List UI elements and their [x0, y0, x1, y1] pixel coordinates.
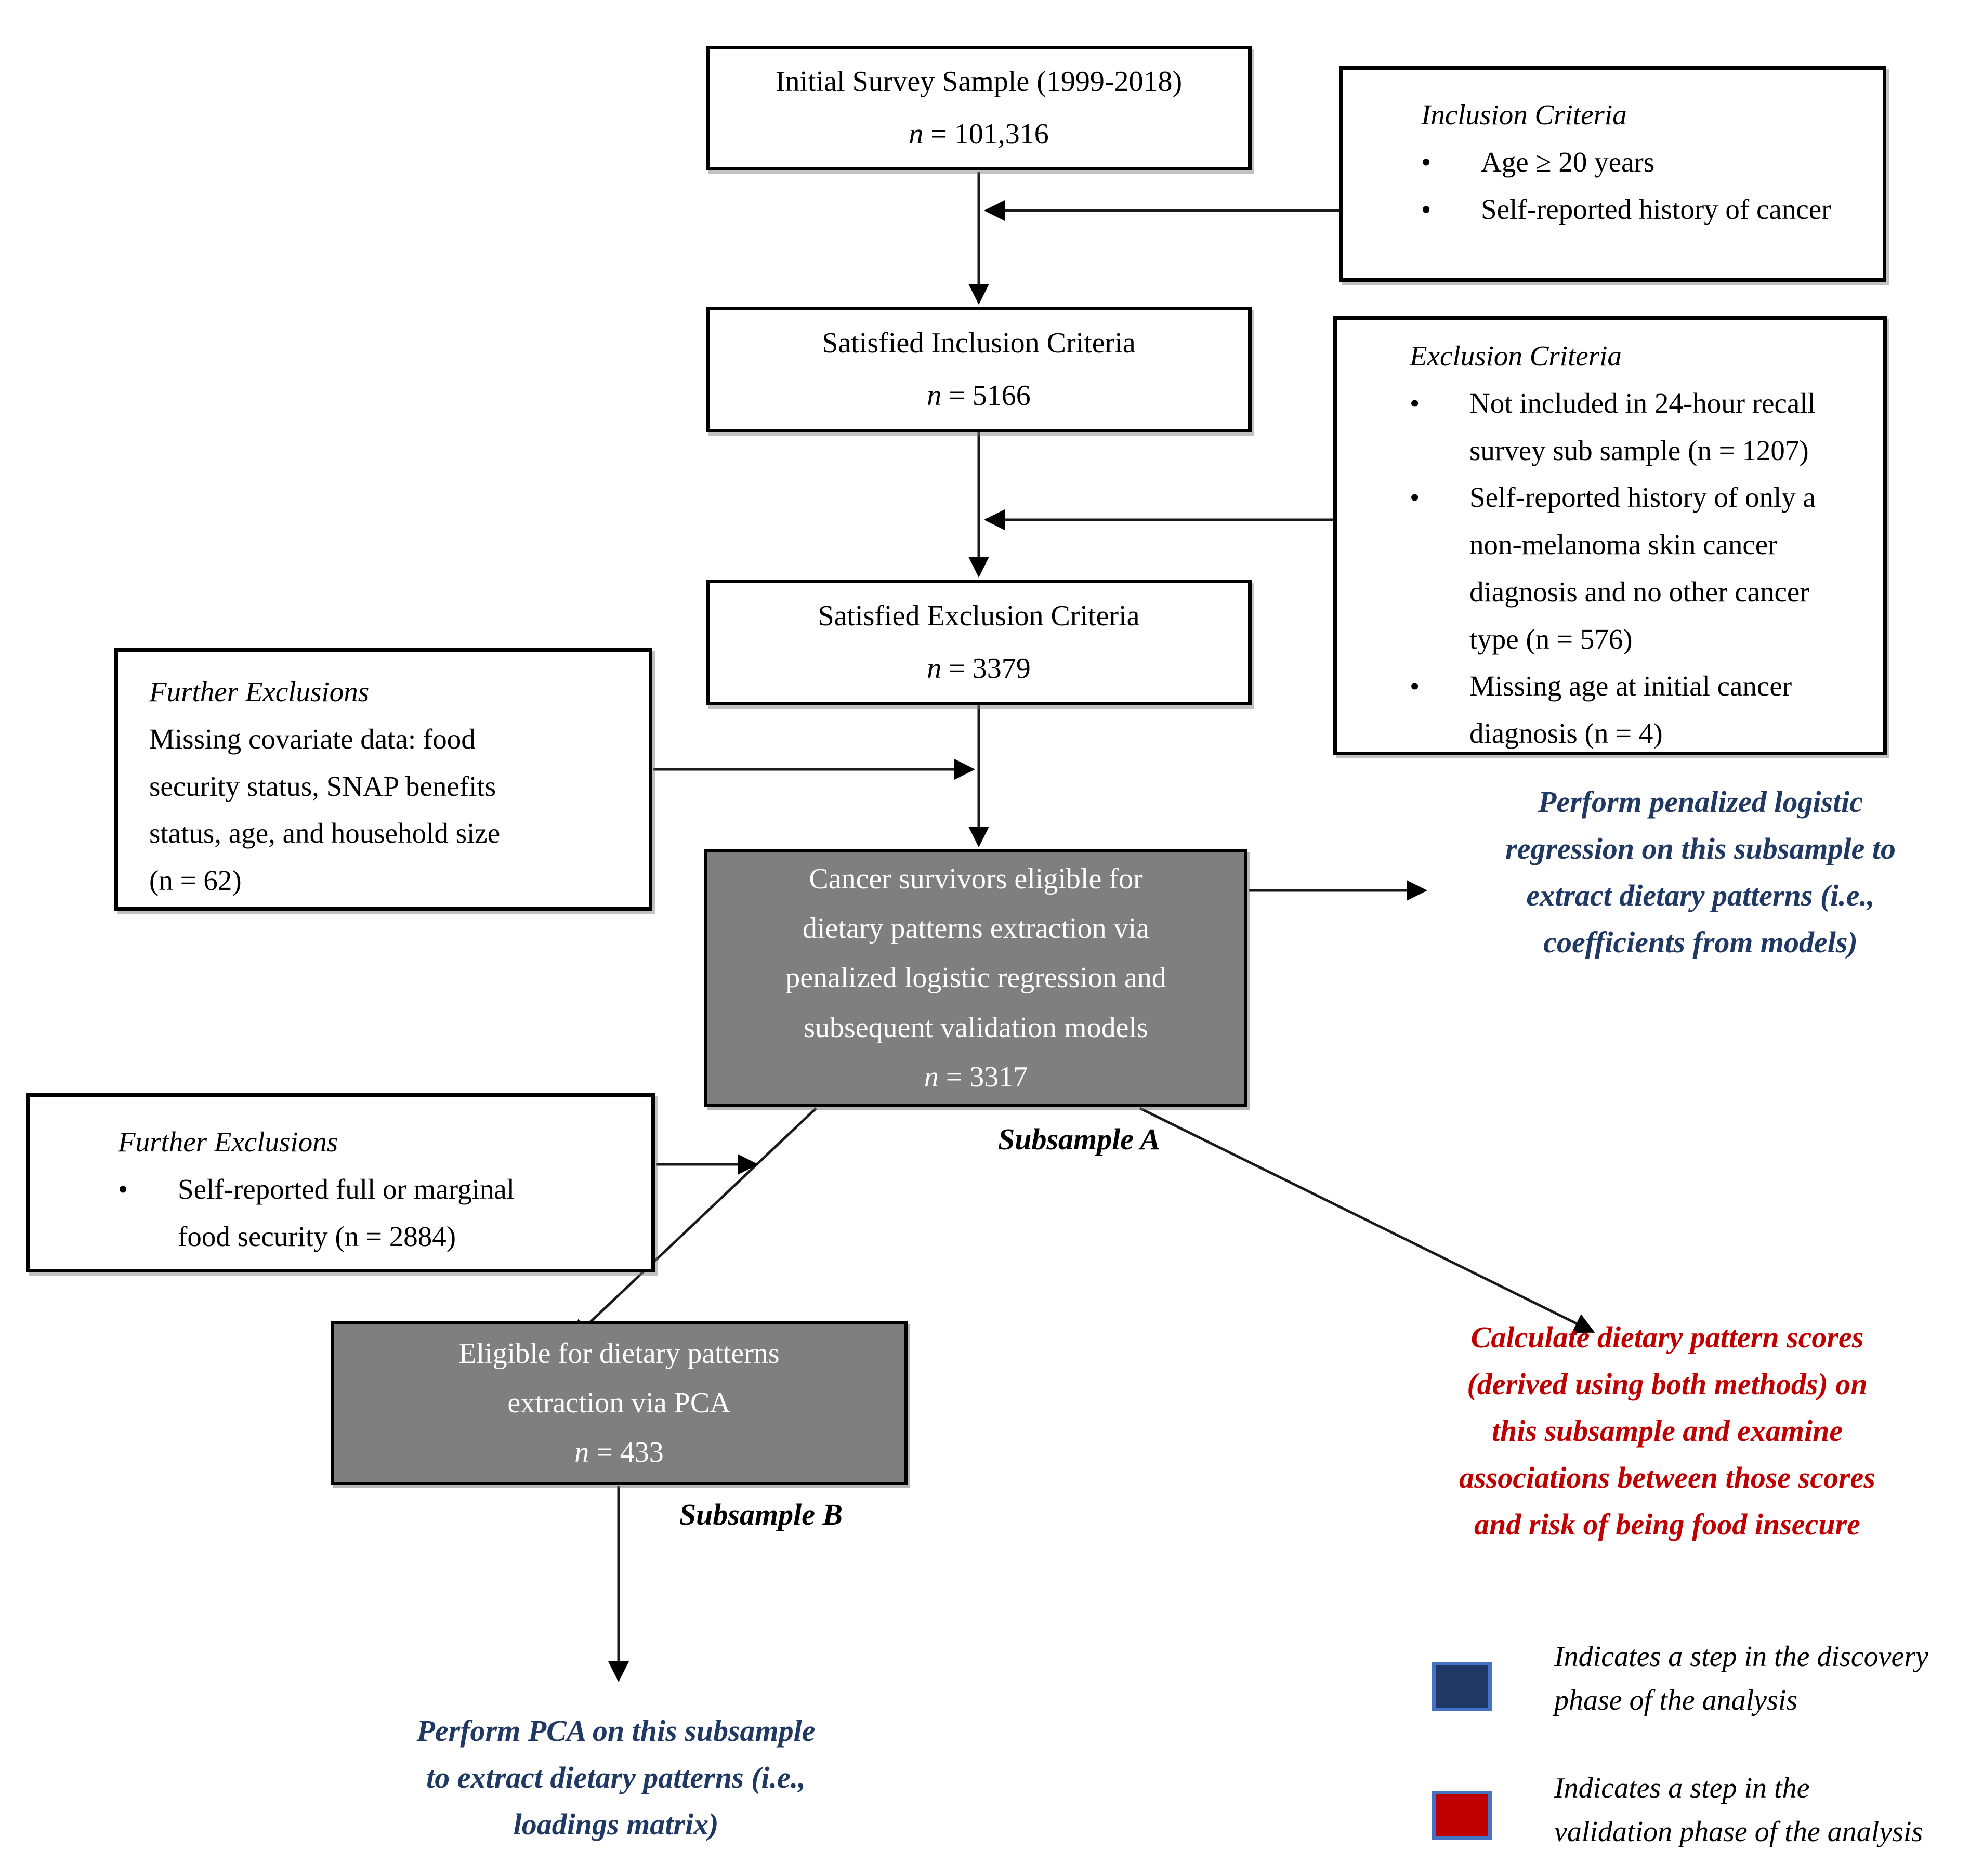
subsample-b-label: Subsample B: [679, 1498, 843, 1531]
list-item: • Not included in 24-hour recall survey sub sample (n = 1207): [1410, 380, 1862, 475]
box-satisfied-inclusion-title: Satisfied Inclusion Criteria: [822, 327, 1136, 360]
scores-note: Calculate dietary pattern scores (derived using both methods) on this subsample and examine associations between those scores and risk of being food insecure: [1459, 1320, 1875, 1541]
box-satisfied-inclusion: [706, 307, 1252, 432]
inclusion-criteria-title: Inclusion Criteria: [1421, 99, 1627, 130]
box-satisfied-exclusion: [706, 580, 1252, 705]
box-subsample-b-line: Eligible for dietary patterns: [458, 1337, 780, 1370]
box-further-exclusions-covariates: [114, 648, 652, 911]
bullet-icon: •: [118, 1173, 128, 1205]
box-further-exclusions-food-security: [26, 1093, 655, 1272]
box-subsample-a-n: n = 3317: [924, 1060, 1028, 1093]
exclusion-criteria-list: [1410, 380, 1862, 757]
box-satisfied-inclusion-n: n = 5166: [927, 379, 1031, 412]
box-initial-n: n = 101,316: [909, 118, 1049, 150]
further-exclusions-1-body: Missing covariate data: food security status, SNAP benefits status, age, and household size (n = 62): [149, 723, 501, 896]
bullet-icon: •: [1421, 193, 1432, 225]
box-subsample-b-n: n = 433: [574, 1436, 664, 1469]
further-exclusions-1-title: Further Exclusions: [149, 676, 370, 707]
box-subsample-b-line: extraction via PCA: [507, 1386, 731, 1419]
bullet-icon: •: [1421, 146, 1432, 178]
further-exclusions-2-title: Further Exclusions: [118, 1126, 338, 1158]
further-exclusions-2-list: [118, 1166, 586, 1261]
box-exclusion-criteria: [1333, 316, 1887, 755]
box-subsample-a-line: subsequent validation models: [804, 1011, 1148, 1044]
bullet-icon: •: [1410, 481, 1420, 514]
box-initial-survey-sample: [706, 46, 1252, 170]
list-item: • Age ≥ 20 years: [1421, 139, 1859, 186]
legend-swatch-validation: [1432, 1791, 1492, 1840]
list-item: • Self-reported full or marginal food security (n = 2884): [118, 1166, 586, 1261]
list-item: • Self-reported history of cancer: [1421, 186, 1859, 233]
list-item: • Self-reported history of only a non-melanoma skin cancer diagnosis and no other cancer type (n = 576): [1410, 474, 1862, 663]
box-initial-title: Initial Survey Sample (1999-2018): [775, 65, 1183, 98]
legend-swatch-discovery: [1432, 1662, 1492, 1711]
bullet-icon: •: [1410, 387, 1420, 419]
exclusion-criteria-title: Exclusion Criteria: [1410, 340, 1622, 372]
box-subsample-b: [331, 1321, 908, 1485]
box-subsample-a: [704, 849, 1247, 1107]
pca-note: Perform PCA on this subsample to extract dietary patterns (i.e., loadings matrix): [416, 1714, 816, 1841]
box-subsample-a-line: dietary patterns extraction via: [802, 912, 1150, 945]
box-satisfied-exclusion-title: Satisfied Exclusion Criteria: [818, 600, 1140, 633]
legend-text-discovery: Indicates a step in the discovery phase of the analysis: [1554, 1641, 1929, 1716]
legend-text-validation: Indicates a step in the validation phase of the analysis: [1554, 1772, 1923, 1848]
box-satisfied-exclusion-n: n = 3379: [927, 652, 1031, 685]
bullet-icon: •: [1410, 670, 1420, 702]
box-subsample-a-line: penalized logistic regression and: [785, 962, 1166, 994]
inclusion-criteria-list: [1421, 139, 1859, 233]
subsample-a-label: Subsample A: [997, 1122, 1161, 1156]
plr-note: Perform penalized logistic regression on this subsample to extract dietary patterns (i.e., coefficients from models): [1505, 785, 1896, 959]
box-inclusion-criteria: [1339, 66, 1886, 282]
box-subsample-a-line: Cancer survivors eligible for: [809, 863, 1143, 896]
list-item: • Missing age at initial cancer diagnosis (n = 4): [1410, 663, 1862, 757]
